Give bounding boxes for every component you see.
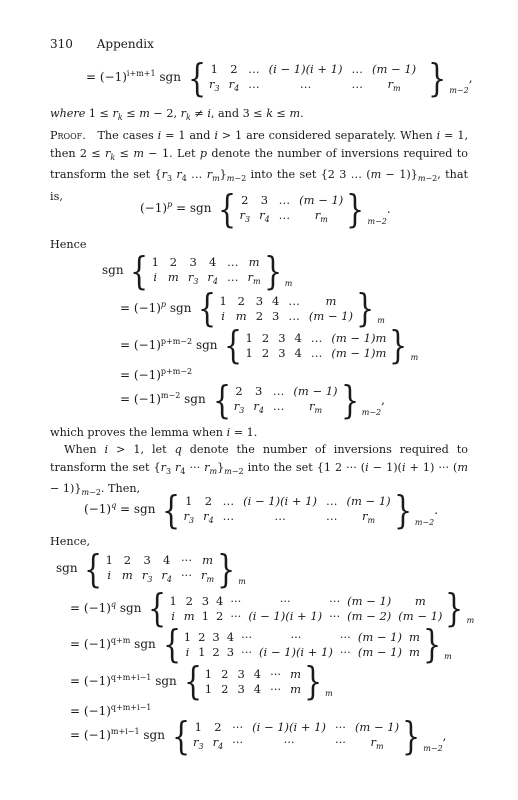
equation-line: = $(-1)^{p+m-2}$ sgn { 1 2 3 4 … (m − 1)m 1 2 3 4 … (m − 1)m } m <box>120 323 419 367</box>
equation-line: = $(-1)^{m+i-1}$ sgn { 1 2 ··· (i − 1)(i + 1) ··· (m − 1) $r_3$ $r_4$ ··· ··· ··· $r_m$ } m−2 , <box>70 713 447 758</box>
equation-line: = $(-1)^q$ sgn { 1 2 3 4 ··· ··· ··· (m − 1) m i m 1 2 ··· (i − 1)(i + 1) ··· (m − 2) (m − 1) } m <box>70 586 475 630</box>
proof-paragraph: Proof. The cases i = 1 and i > 1 are considered separately. When i = 1, then $2 \le r_k \le m - 1$. Let p denote the number of inversions required to transform the set {$r_3$ $r_4$ … $r_m\}_{m-2}$ into the set {2 3 … $(m - 1)\}_{m-2}$, that is, <box>50 129 468 203</box>
section-title: Appendix <box>96 37 154 51</box>
hence-label: Hence, <box>50 535 91 548</box>
page-number: 310 <box>50 37 73 51</box>
equation-line: $(-1)^q$ = sgn { 1 2 … (i − 1)(i + 1) … (m − 1) $r_3$ $r_4$ … … … $r_m$ } m−2 . <box>84 487 439 532</box>
equation-line: = $(-1)^{q+m+i-1}$ <box>70 703 152 718</box>
where-clause: where $1 \le r_k \le m - 2$, $r_k \ne i$, and 3 ≤ k ≤ m. <box>50 107 304 122</box>
equation-line: = $(-1)^{q+m+i-1}$ sgn { 1 2 3 4 ··· m 1 2 3 4 ··· m } m <box>70 659 333 703</box>
hence-label: Hence <box>50 238 87 251</box>
equation-line: sgn { 1 2 3 4 … m i m $r_3$ $r_4$ … $r_m$ } m <box>102 248 293 293</box>
equation-line: = $(-1)^{p+m-2}$ <box>120 367 193 382</box>
equation-line: = $(-1)^{q+m}$ sgn { 1 2 3 4 ··· ··· ··· (m − 1) m i 1 2 3 ··· (i − 1)(i + 1) ··· (m − 1) m } m <box>70 622 452 666</box>
equation-line: = $(-1)^p$ sgn { 1 2 3 4 … m i m 2 3 … (m − 1) } m <box>120 286 385 330</box>
page-header <box>50 37 154 51</box>
equation-line: = $(-1)^{m-2}$ sgn { 2 3 … (m − 1) $r_3$ $r_4$ … $r_m$ } m−2 , <box>120 377 385 422</box>
equation-line: = $(-1)^{i+m+1}$ sgn { 1 2 … (i − 1)(i + 1) … (m − 1) $r_3$ $r_4$ … … … $r_m$ } m−2 , <box>86 55 473 100</box>
equation-line: sgn { 1 2 3 4 ··· m i m $r_3$ $r_4$ ··· $r_m$ } m <box>56 546 246 591</box>
equation-line: $(-1)^p$ = sgn { 2 3 … (m − 1) $r_3$ $r_4$ … $r_m$ } m−2 . <box>140 186 391 231</box>
second-case-paragraph: When i > 1, let q denote the number of inversions required to transform the set {$r_3$ $r_4$ ··· $r_m\}_{m-2}$ into the set {1 2 ··· (i − 1)(i + 1) ··· $(m - 1)\}_{m-2}$. Then, <box>50 443 468 497</box>
lemma-note: which proves the lemma when i = 1. <box>50 426 258 439</box>
